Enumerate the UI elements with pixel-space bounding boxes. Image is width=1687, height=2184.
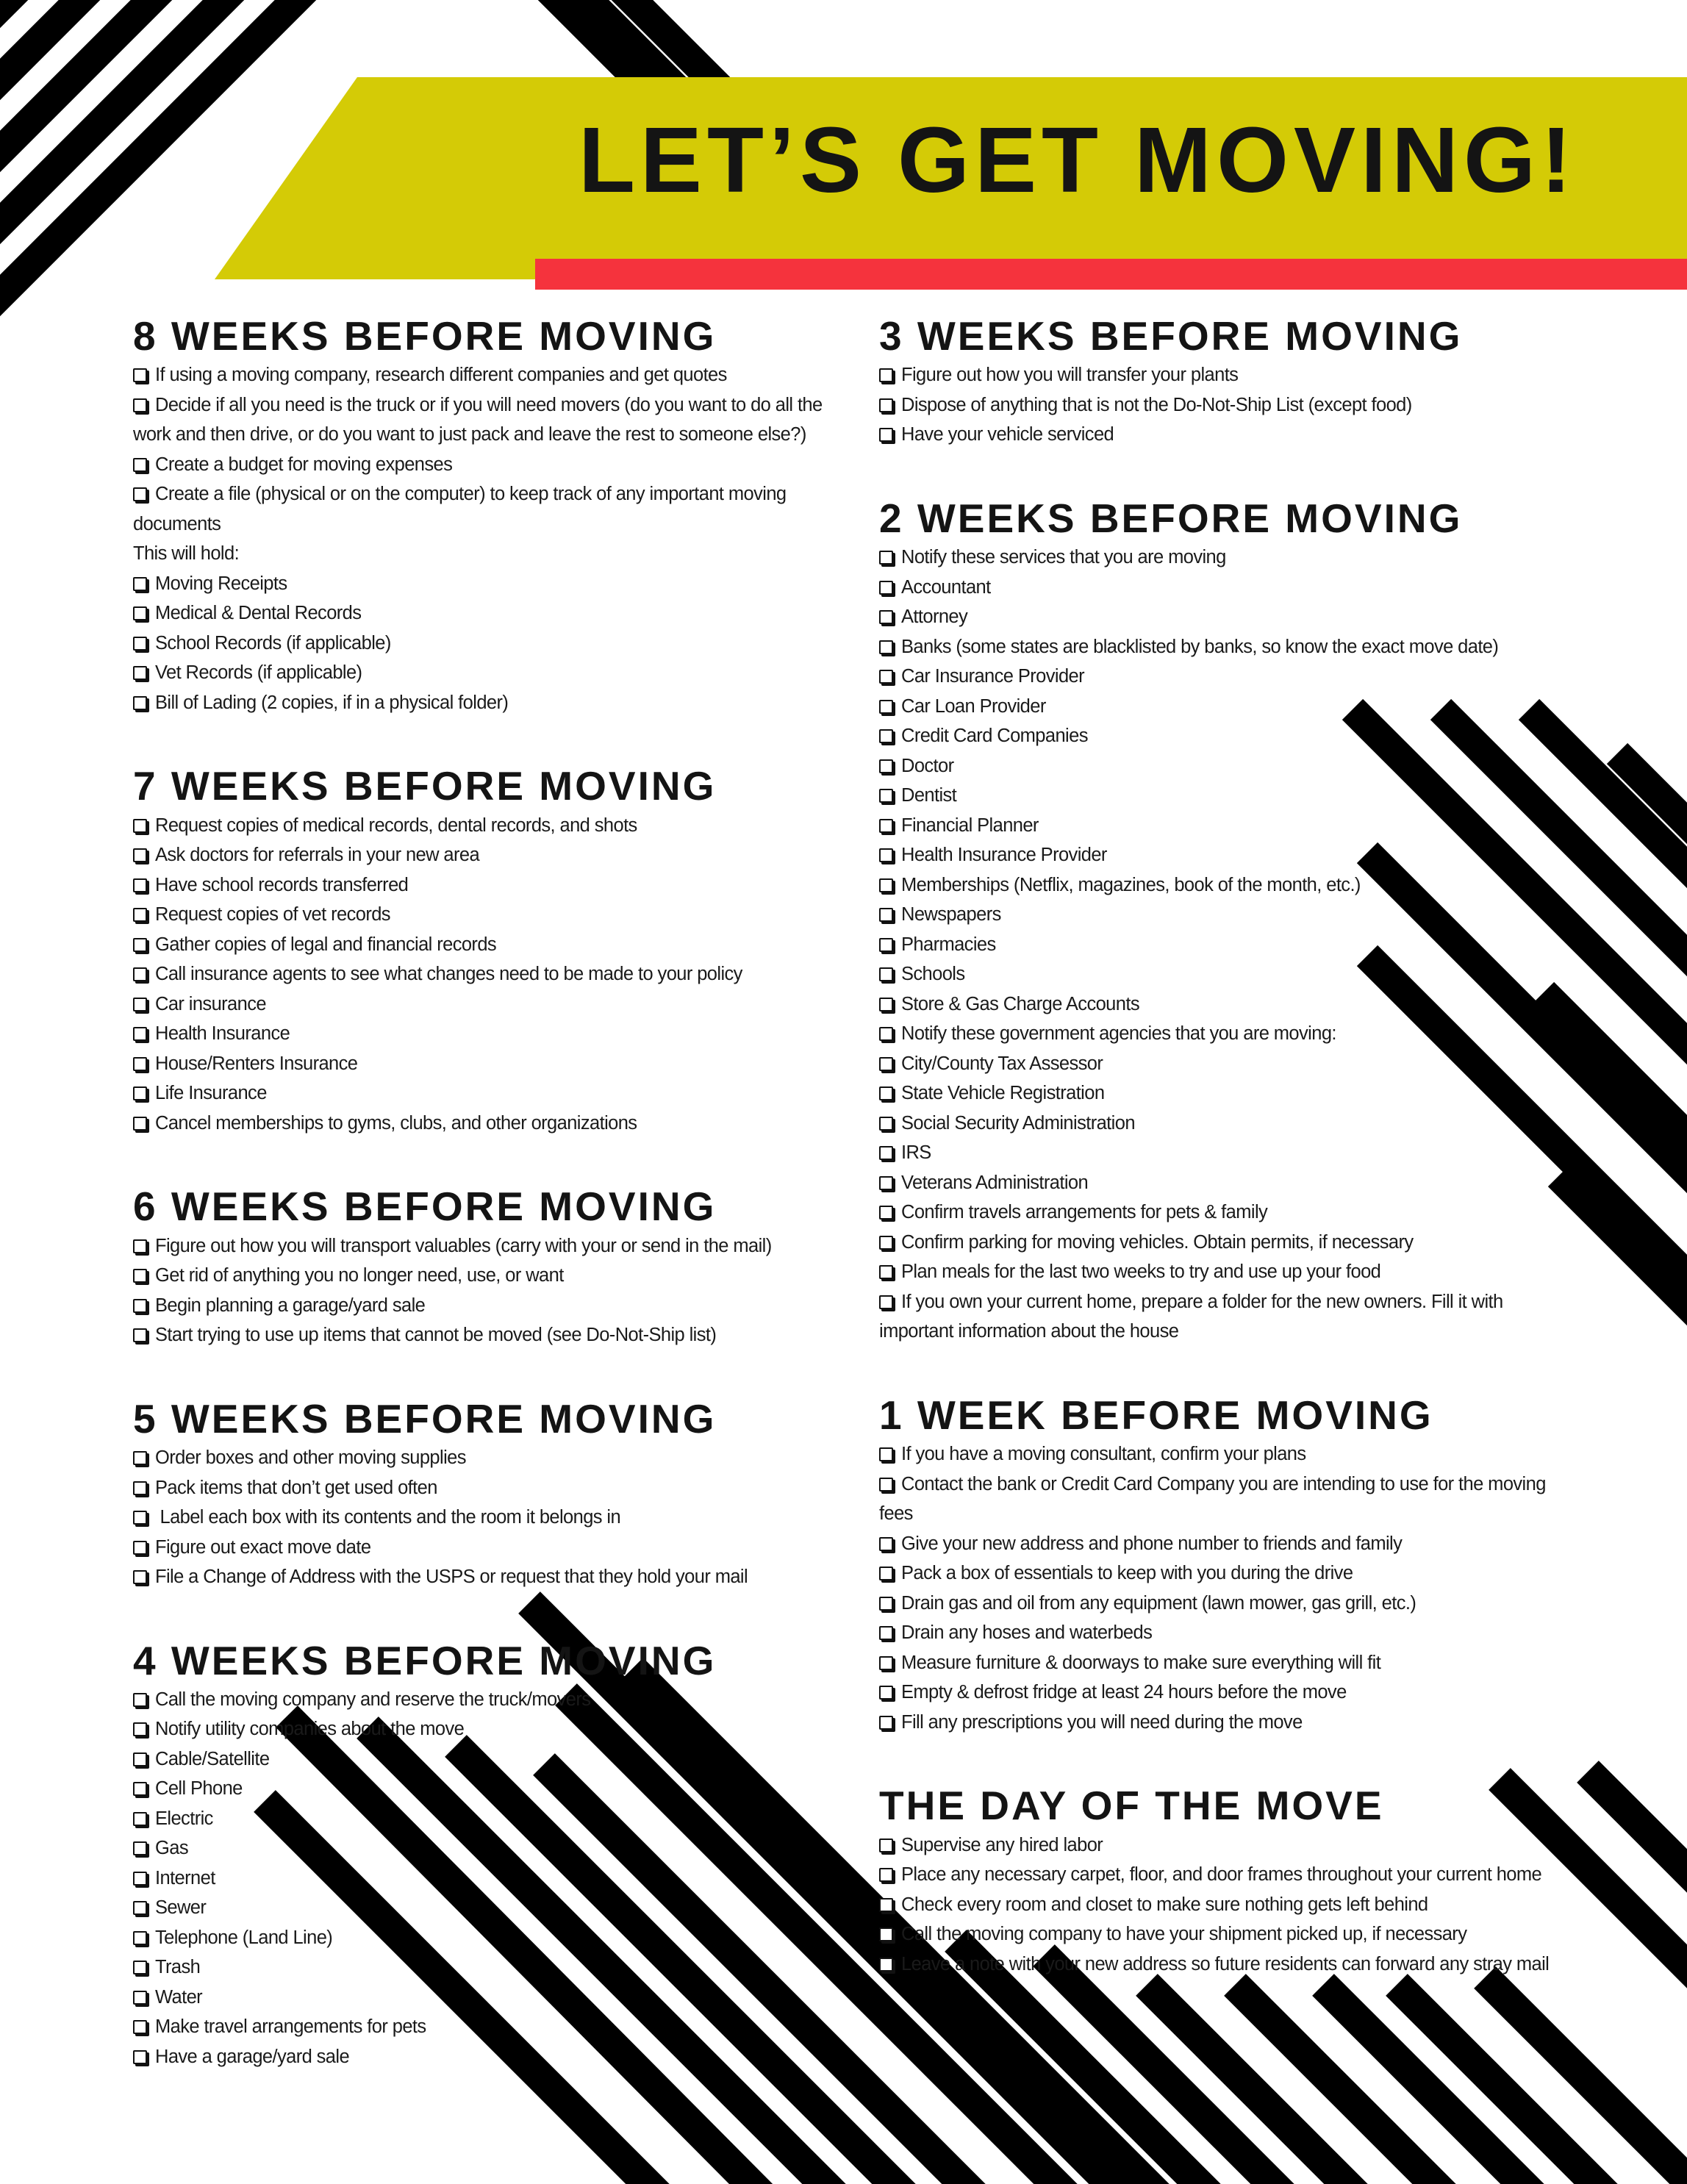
checkbox-icon[interactable] (879, 1146, 893, 1160)
checklist-item (879, 811, 1559, 841)
checklist-item-text: Have your vehicle serviced (901, 424, 1114, 445)
checkbox-icon[interactable] (133, 1086, 147, 1100)
checklist-item (133, 479, 861, 539)
checkbox-icon[interactable] (133, 606, 147, 620)
checklist-item-text: Notify these services that you are moving (901, 547, 1226, 568)
checklist-item-text: Dispose of anything that is not the Do-Not-Ship List (except food) (901, 394, 1412, 415)
checklist-item (133, 870, 861, 901)
checkbox-icon[interactable] (879, 1927, 893, 1941)
checklist-item (879, 1439, 1559, 1469)
checkbox-icon[interactable] (879, 1958, 893, 1972)
checklist-item-text: Car Insurance Provider (901, 666, 1084, 687)
checklist-item-text: Gather copies of legal and financial records (155, 934, 497, 955)
section-heading: 5 WEEKS BEFORE MOVING (133, 1395, 717, 1442)
checklist-item (133, 1893, 861, 1923)
checklist-item (879, 1529, 1559, 1559)
page-title: LET’S GET MOVING! (578, 108, 1577, 212)
checkbox-icon[interactable] (133, 1451, 147, 1465)
checkbox-icon[interactable] (879, 1626, 893, 1640)
checkbox-icon[interactable] (879, 551, 893, 565)
checkbox-icon[interactable] (133, 1299, 147, 1313)
checklist-item-text: Ask doctors for referrals in your new area (155, 845, 480, 866)
section-heading: 2 WEEKS BEFORE MOVING (879, 495, 1463, 541)
left-column (133, 315, 861, 2119)
checklist-item (879, 989, 1559, 1020)
checklist-item-text: State Vehicle Registration (901, 1083, 1105, 1104)
checklist-item-text: Contact the bank or Credit Card Company you are intending to use for the moving fees (879, 1473, 1546, 1525)
checklist-item (879, 870, 1559, 901)
checklist-item-text: House/Renters Insurance (155, 1053, 358, 1074)
checkbox-icon[interactable] (133, 666, 147, 680)
checklist-item (133, 930, 861, 960)
checkbox-icon[interactable] (879, 1537, 893, 1551)
checkbox-icon[interactable] (133, 1328, 147, 1342)
checkbox-icon[interactable] (879, 938, 893, 952)
checklist-item-text: Health Insurance (155, 1023, 290, 1045)
checklist (133, 360, 861, 717)
checklist-item-text: Attorney (901, 606, 968, 628)
checklist-item-text: Measure furniture & doorways to make sure everything will fit (901, 1652, 1381, 1673)
checkbox-icon[interactable] (879, 581, 893, 595)
checkbox-icon[interactable] (133, 1812, 147, 1826)
checklist-item-text: City/County Tax Assessor (901, 1053, 1103, 1074)
checkbox-icon[interactable] (133, 577, 147, 591)
checklist-item (133, 1714, 861, 1744)
checklist-item-text: Car insurance (155, 993, 266, 1014)
checklist-item-text: Memberships (Netflix, magazines, book of the month, etc.) (901, 874, 1361, 895)
checklist-item (879, 390, 1559, 420)
checklist-item (133, 1833, 861, 1863)
checklist-item (879, 1950, 1559, 1980)
checklist-item-text: Water (155, 1986, 203, 2008)
checkbox-icon[interactable] (133, 1117, 147, 1131)
checklist-item-text: Leave a note with your new address so future residents can forward any stray mail (901, 1953, 1550, 1974)
checklist-item-text: Cancel memberships to gyms, clubs, and other organizations (155, 1112, 637, 1134)
checkbox-icon[interactable] (879, 998, 893, 1012)
section-6-weeks-before-moving (133, 1185, 861, 1350)
checklist-item (879, 1589, 1559, 1619)
checklist-item-text: IRS (901, 1142, 931, 1164)
checklist-item-text: File a Change of Address with the USPS or request that they hold your mail (155, 1567, 748, 1588)
checklist-item (133, 658, 861, 688)
checklist-item-text: Start trying to use up items that cannot be moved (see Do-Not-Ship list) (155, 1325, 717, 1346)
checkbox-icon[interactable] (879, 878, 893, 892)
checkbox-icon[interactable] (879, 1236, 893, 1250)
checklist (133, 1231, 861, 1350)
checklist-item (133, 390, 861, 450)
checklist-item-text: Drain any hoses and waterbeds (901, 1622, 1153, 1644)
checkbox-icon[interactable] (133, 1901, 147, 1915)
checklist-item (133, 1804, 861, 1834)
checklist-item-text: Call insurance agents to see what changes need to be made to your policy (155, 964, 742, 985)
checkbox-icon[interactable] (879, 1206, 893, 1220)
checklist-item-text: Medical & Dental Records (155, 603, 362, 624)
checkbox-icon[interactable] (879, 640, 893, 654)
checklist-item (133, 1533, 861, 1563)
checkbox-icon[interactable] (879, 759, 893, 773)
checkbox-icon[interactable] (879, 398, 893, 412)
checkbox-icon[interactable] (133, 938, 147, 952)
checklist-item (879, 1257, 1559, 1287)
checklist-item (879, 573, 1559, 603)
section-4-weeks-before-moving (133, 1639, 861, 2072)
checklist (133, 811, 861, 1139)
section-5-weeks-before-moving (133, 1397, 861, 1592)
checklist-item (879, 692, 1559, 722)
checklist-item (879, 420, 1559, 450)
checklist-item-text: Moving Receipts (155, 573, 287, 594)
checklist-item (133, 1923, 861, 1953)
checklist (879, 543, 1559, 1347)
checklist-item-text: Bill of Lading (2 copies, if in a physical folder) (155, 692, 509, 713)
checkbox-icon[interactable] (133, 458, 147, 472)
checkbox-icon[interactable] (879, 610, 893, 624)
checklist-item (879, 1197, 1559, 1228)
checklist-item-text: Confirm parking for moving vehicles. Obtain permits, if necessary (901, 1231, 1414, 1253)
checkbox-icon[interactable] (879, 819, 893, 833)
checkbox-icon[interactable] (133, 1722, 147, 1736)
checklist-item (133, 2042, 861, 2072)
checklist-item-text: Call the moving company and reserve the truck/movers (155, 1689, 591, 1710)
checklist-item (133, 569, 861, 599)
checklist-item-text: Accountant (901, 576, 991, 598)
checklist-item-text: Electric (155, 1808, 213, 1829)
checklist-item-text: Dentist (901, 785, 957, 806)
checkbox-icon[interactable] (133, 1931, 147, 1945)
checklist (879, 1439, 1559, 1737)
checklist-item-text: Give your new address and phone number to friends and family (901, 1533, 1403, 1554)
checklist-item (879, 360, 1559, 390)
section-heading: 1 WEEK BEFORE MOVING (879, 1392, 1433, 1438)
checklist-item-text: Drain gas and oil from any equipment (lawn mower, gas grill, etc.) (901, 1592, 1416, 1614)
checklist-item-text: Cell Phone (155, 1778, 243, 1800)
checkbox-icon[interactable] (133, 1057, 147, 1071)
checklist-item-text: Notify utility companies about the move (155, 1719, 465, 1740)
checklist-item-text: Request copies of medical records, dental records, and shots (155, 814, 637, 836)
section-1-week-before-moving (879, 1394, 1559, 1737)
checklist-item (879, 662, 1559, 692)
checklist-item (133, 450, 861, 480)
checklist (133, 1443, 861, 1592)
checklist-item (879, 1919, 1559, 1950)
checklist-item-text: Car Loan Provider (901, 695, 1046, 717)
checklist-item-text: Newspapers (901, 904, 1001, 925)
section-the-day-of-the-move (879, 1784, 1559, 1979)
checklist-item (879, 1228, 1559, 1258)
checkbox-icon[interactable] (879, 1057, 893, 1071)
checkbox-icon[interactable] (133, 878, 147, 892)
checklist-item-text: Doctor (901, 755, 954, 776)
checklist-item (133, 1685, 861, 1715)
checklist-item (133, 1473, 861, 1503)
checklist-item-text: Credit Card Companies (901, 726, 1088, 747)
checklist-item (133, 1291, 861, 1321)
checklist-item (133, 811, 861, 841)
checklist-item-text: Decide if all you need is the truck or if you will need movers (do you want to do all the work and then drive, or do you want to just pack and leave the rest to someone else?) (133, 394, 823, 445)
checkbox-icon[interactable] (133, 848, 147, 862)
checklist-item (879, 1708, 1559, 1738)
checklist-item-text: Confirm travels arrangements for pets & family (901, 1202, 1268, 1223)
checklist-item (879, 1469, 1559, 1529)
checklist-item-text: Supervise any hired labor (901, 1834, 1103, 1855)
checklist-item (133, 1320, 861, 1350)
section-7-weeks-before-moving (133, 765, 861, 1138)
checkbox-icon[interactable] (879, 368, 893, 382)
checklist-item (133, 1863, 861, 1894)
checklist-item-text: Fill any prescriptions you will need during the move (901, 1711, 1303, 1733)
checklist (879, 1830, 1559, 1980)
checklist-item (133, 2012, 861, 2042)
checkbox-icon[interactable] (879, 848, 893, 862)
checkbox-icon[interactable] (879, 729, 893, 743)
checklist-item-text: Empty & defrost fridge at least 24 hours before the move (901, 1682, 1347, 1703)
checkbox-icon[interactable] (879, 1447, 893, 1461)
checklist-item-text: Vet Records (if applicable) (155, 662, 362, 684)
checklist-item-text: Figure out how you will transfer your plants (901, 365, 1239, 386)
checkbox-icon[interactable] (879, 1716, 893, 1730)
checklist-item-text: Social Security Administration (901, 1112, 1135, 1134)
section-8-weeks-before-moving (133, 315, 861, 717)
checkbox-icon[interactable] (133, 487, 147, 501)
checklist-item (133, 900, 861, 930)
checklist-item (879, 1678, 1559, 1708)
checklist-item-text: Telephone (Land Line) (155, 1927, 333, 1948)
checklist-item-text: Financial Planner (901, 814, 1039, 836)
checklist-item-text: Pharmacies (901, 934, 996, 955)
section-heading: 6 WEEKS BEFORE MOVING (133, 1184, 717, 1230)
checklist-item (133, 1049, 861, 1079)
checklist-item (879, 1109, 1559, 1139)
checklist-item-text: Have a garage/yard sale (155, 2046, 350, 2067)
checklist-item-text: If you have a moving consultant, confirm your plans (901, 1444, 1306, 1465)
checklist-item (879, 602, 1559, 632)
checklist-item-text: Pack items that don’t get used often (155, 1477, 437, 1498)
checklist-item-text: Have school records transferred (155, 874, 409, 895)
checklist-item (133, 1952, 861, 1983)
section-heading: 4 WEEKS BEFORE MOVING (133, 1637, 717, 1683)
checkbox-icon[interactable] (133, 398, 147, 412)
checkbox-icon[interactable] (879, 1868, 893, 1882)
checkbox-icon[interactable] (133, 1481, 147, 1495)
checklist-item (133, 840, 861, 870)
checkbox-icon[interactable] (133, 1511, 147, 1525)
checklist-item-text: Figure out how you will transport valuables (carry with your or send in the mail) (155, 1235, 772, 1256)
checkbox-icon[interactable] (133, 998, 147, 1012)
checkbox-icon[interactable] (133, 819, 147, 833)
section-3-weeks-before-moving (879, 315, 1559, 450)
checklist-item-text: Banks (some states are blacklisted by banks, so know the exact move date) (901, 636, 1499, 657)
checklist-item (879, 1019, 1559, 1049)
checkbox-icon[interactable] (879, 700, 893, 714)
checkbox-icon[interactable] (133, 1961, 147, 1974)
checklist-item (133, 360, 861, 390)
checklist-item (133, 1983, 861, 2013)
checkbox-icon[interactable] (879, 1265, 893, 1279)
checkbox-icon[interactable] (879, 908, 893, 922)
checklist-item (133, 1443, 861, 1473)
checklist-item (879, 1168, 1559, 1198)
checklist-item-text: Check every room and closet to make sure nothing gets left behind (901, 1894, 1428, 1915)
checklist-item (133, 1261, 861, 1291)
checklist-item-text: Life Insurance (155, 1083, 267, 1104)
checklist-item (879, 1287, 1559, 1347)
checklist-item-text: Order boxes and other moving supplies (155, 1447, 466, 1469)
checklist-item (879, 1618, 1559, 1648)
checkbox-icon[interactable] (133, 1541, 147, 1555)
checklist-item-text: Notify these government agencies that you are moving: (901, 1023, 1336, 1045)
checklist-item (879, 930, 1559, 960)
checkbox-icon[interactable] (133, 1570, 147, 1584)
checkbox-icon[interactable] (879, 1027, 893, 1041)
checklist-item (879, 840, 1559, 870)
checklist-item (133, 539, 861, 569)
section-heading: 8 WEEKS BEFORE MOVING (133, 313, 717, 359)
checklist-item (133, 598, 861, 629)
checklist-item-text: Internet (155, 1867, 215, 1888)
checkbox-icon[interactable] (879, 1656, 893, 1670)
section-heading: 3 WEEKS BEFORE MOVING (879, 313, 1463, 359)
checklist-item-text: Figure out exact move date (155, 1536, 371, 1558)
checkbox-icon[interactable] (879, 1176, 893, 1190)
checklist-item-text: Pack a box of essentials to keep with you during the drive (901, 1563, 1353, 1584)
checklist-item-text: If using a moving company, research different companies and get quotes (155, 365, 727, 386)
banner-red-accent (535, 259, 1687, 290)
section-heading: THE DAY OF THE MOVE (879, 1783, 1384, 1829)
checklist-item-text: Trash (155, 1957, 201, 1978)
checklist-item (879, 632, 1559, 662)
checklist-item-text: Get rid of anything you no longer need, use, or want (155, 1265, 564, 1286)
checkbox-icon[interactable] (133, 1239, 147, 1253)
checklist-item-text: Make travel arrangements for pets (155, 2016, 426, 2038)
checklist-item (879, 900, 1559, 930)
section-heading: 7 WEEKS BEFORE MOVING (133, 763, 717, 809)
checklist-item-text: Health Insurance Provider (901, 845, 1107, 866)
checklist-item-text: Begin planning a garage/yard sale (155, 1295, 426, 1316)
checklist-item (879, 1648, 1559, 1678)
checklist (879, 360, 1559, 450)
checkbox-icon[interactable] (879, 670, 893, 684)
checkbox-icon[interactable] (879, 1686, 893, 1700)
checkbox-icon[interactable] (133, 696, 147, 710)
checklist-item (879, 751, 1559, 781)
checkbox-icon[interactable] (879, 428, 893, 442)
checklist-item-text: Schools (901, 964, 965, 985)
checklist-item (879, 1890, 1559, 1920)
checklist-item-text: If you own your current home, prepare a folder for the new owners. Fill it with important information about the house (879, 1291, 1503, 1342)
checkbox-icon[interactable] (133, 368, 147, 382)
checkbox-icon[interactable] (879, 789, 893, 803)
checkbox-icon[interactable] (133, 967, 147, 981)
checkbox-icon[interactable] (133, 1841, 147, 1855)
checklist-item (879, 781, 1559, 811)
checklist-item-text: Call the moving company to have your shipment picked up, if necessary (901, 1924, 1467, 1945)
checklist-item (879, 1558, 1559, 1589)
checklist-item (879, 543, 1559, 573)
checklist-item (133, 959, 861, 989)
checklist-item (133, 1562, 861, 1592)
checkbox-icon[interactable] (133, 2020, 147, 2034)
checklist-item (133, 688, 861, 718)
checkbox-icon[interactable] (133, 1872, 147, 1886)
checklist-item (133, 1503, 861, 1533)
checklist-item-text: Create a budget for moving expenses (155, 454, 453, 475)
checklist-item-text: Veterans Administration (901, 1172, 1089, 1193)
checklist-item (133, 1744, 861, 1775)
checklist-item (879, 1830, 1559, 1861)
checklist-item (879, 721, 1559, 751)
checklist (133, 1685, 861, 2072)
checklist-item-text: School Records (if applicable) (155, 632, 391, 654)
checkbox-icon[interactable] (879, 1478, 893, 1492)
checklist-item (133, 989, 861, 1020)
checklist-item (879, 1049, 1559, 1079)
checklist-item-text: Label each box with its contents and the room it belongs in (155, 1507, 621, 1528)
checklist-item (879, 1860, 1559, 1890)
checklist-item (879, 1078, 1559, 1109)
checkbox-icon[interactable] (133, 637, 147, 651)
checklist-item-text: Plan meals for the last two weeks to try and use up your food (901, 1261, 1381, 1283)
checklist-item (133, 1231, 861, 1261)
checkbox-icon[interactable] (133, 1027, 147, 1041)
checkbox-icon[interactable] (879, 1086, 893, 1100)
checkbox-icon[interactable] (133, 1782, 147, 1796)
checkbox-icon[interactable] (133, 1269, 147, 1283)
right-column (879, 315, 1559, 2026)
checklist-item (133, 1019, 861, 1049)
checkbox-icon[interactable] (879, 1597, 893, 1611)
checkbox-icon[interactable] (133, 1752, 147, 1766)
checklist-item-text: Sewer (155, 1897, 207, 1919)
checklist-item (133, 1078, 861, 1109)
checklist-item-text: Gas (155, 1838, 188, 1859)
checkbox-icon[interactable] (879, 1567, 893, 1580)
checkbox-icon[interactable] (133, 1693, 147, 1707)
checkbox-icon[interactable] (879, 967, 893, 981)
checkbox-icon[interactable] (879, 1117, 893, 1131)
checklist-item (133, 1774, 861, 1804)
checklist-item-text: Cable/Satellite (155, 1748, 270, 1769)
checkbox-icon[interactable] (879, 1295, 893, 1309)
section-2-weeks-before-moving (879, 497, 1559, 1347)
checklist-item-text: Place any necessary carpet, floor, and door frames throughout your current home (901, 1864, 1542, 1886)
checklist-item (133, 629, 861, 659)
checklist-item-text: Store & Gas Charge Accounts (901, 993, 1139, 1014)
checklist-item-text: Request copies of vet records (155, 904, 390, 925)
checklist-item-text: This will hold: (133, 543, 240, 565)
checkbox-icon[interactable] (879, 1898, 893, 1912)
checkbox-icon[interactable] (133, 908, 147, 922)
checkbox-icon[interactable] (879, 1839, 893, 1852)
checkbox-icon[interactable] (133, 1991, 147, 2005)
checklist-item (879, 959, 1559, 989)
checklist-item-text: Create a file (physical or on the computer) to keep track of any important moving documents (133, 484, 787, 534)
checkbox-icon[interactable] (133, 2050, 147, 2064)
checklist-item (133, 1109, 861, 1139)
checklist-item (879, 1138, 1559, 1168)
